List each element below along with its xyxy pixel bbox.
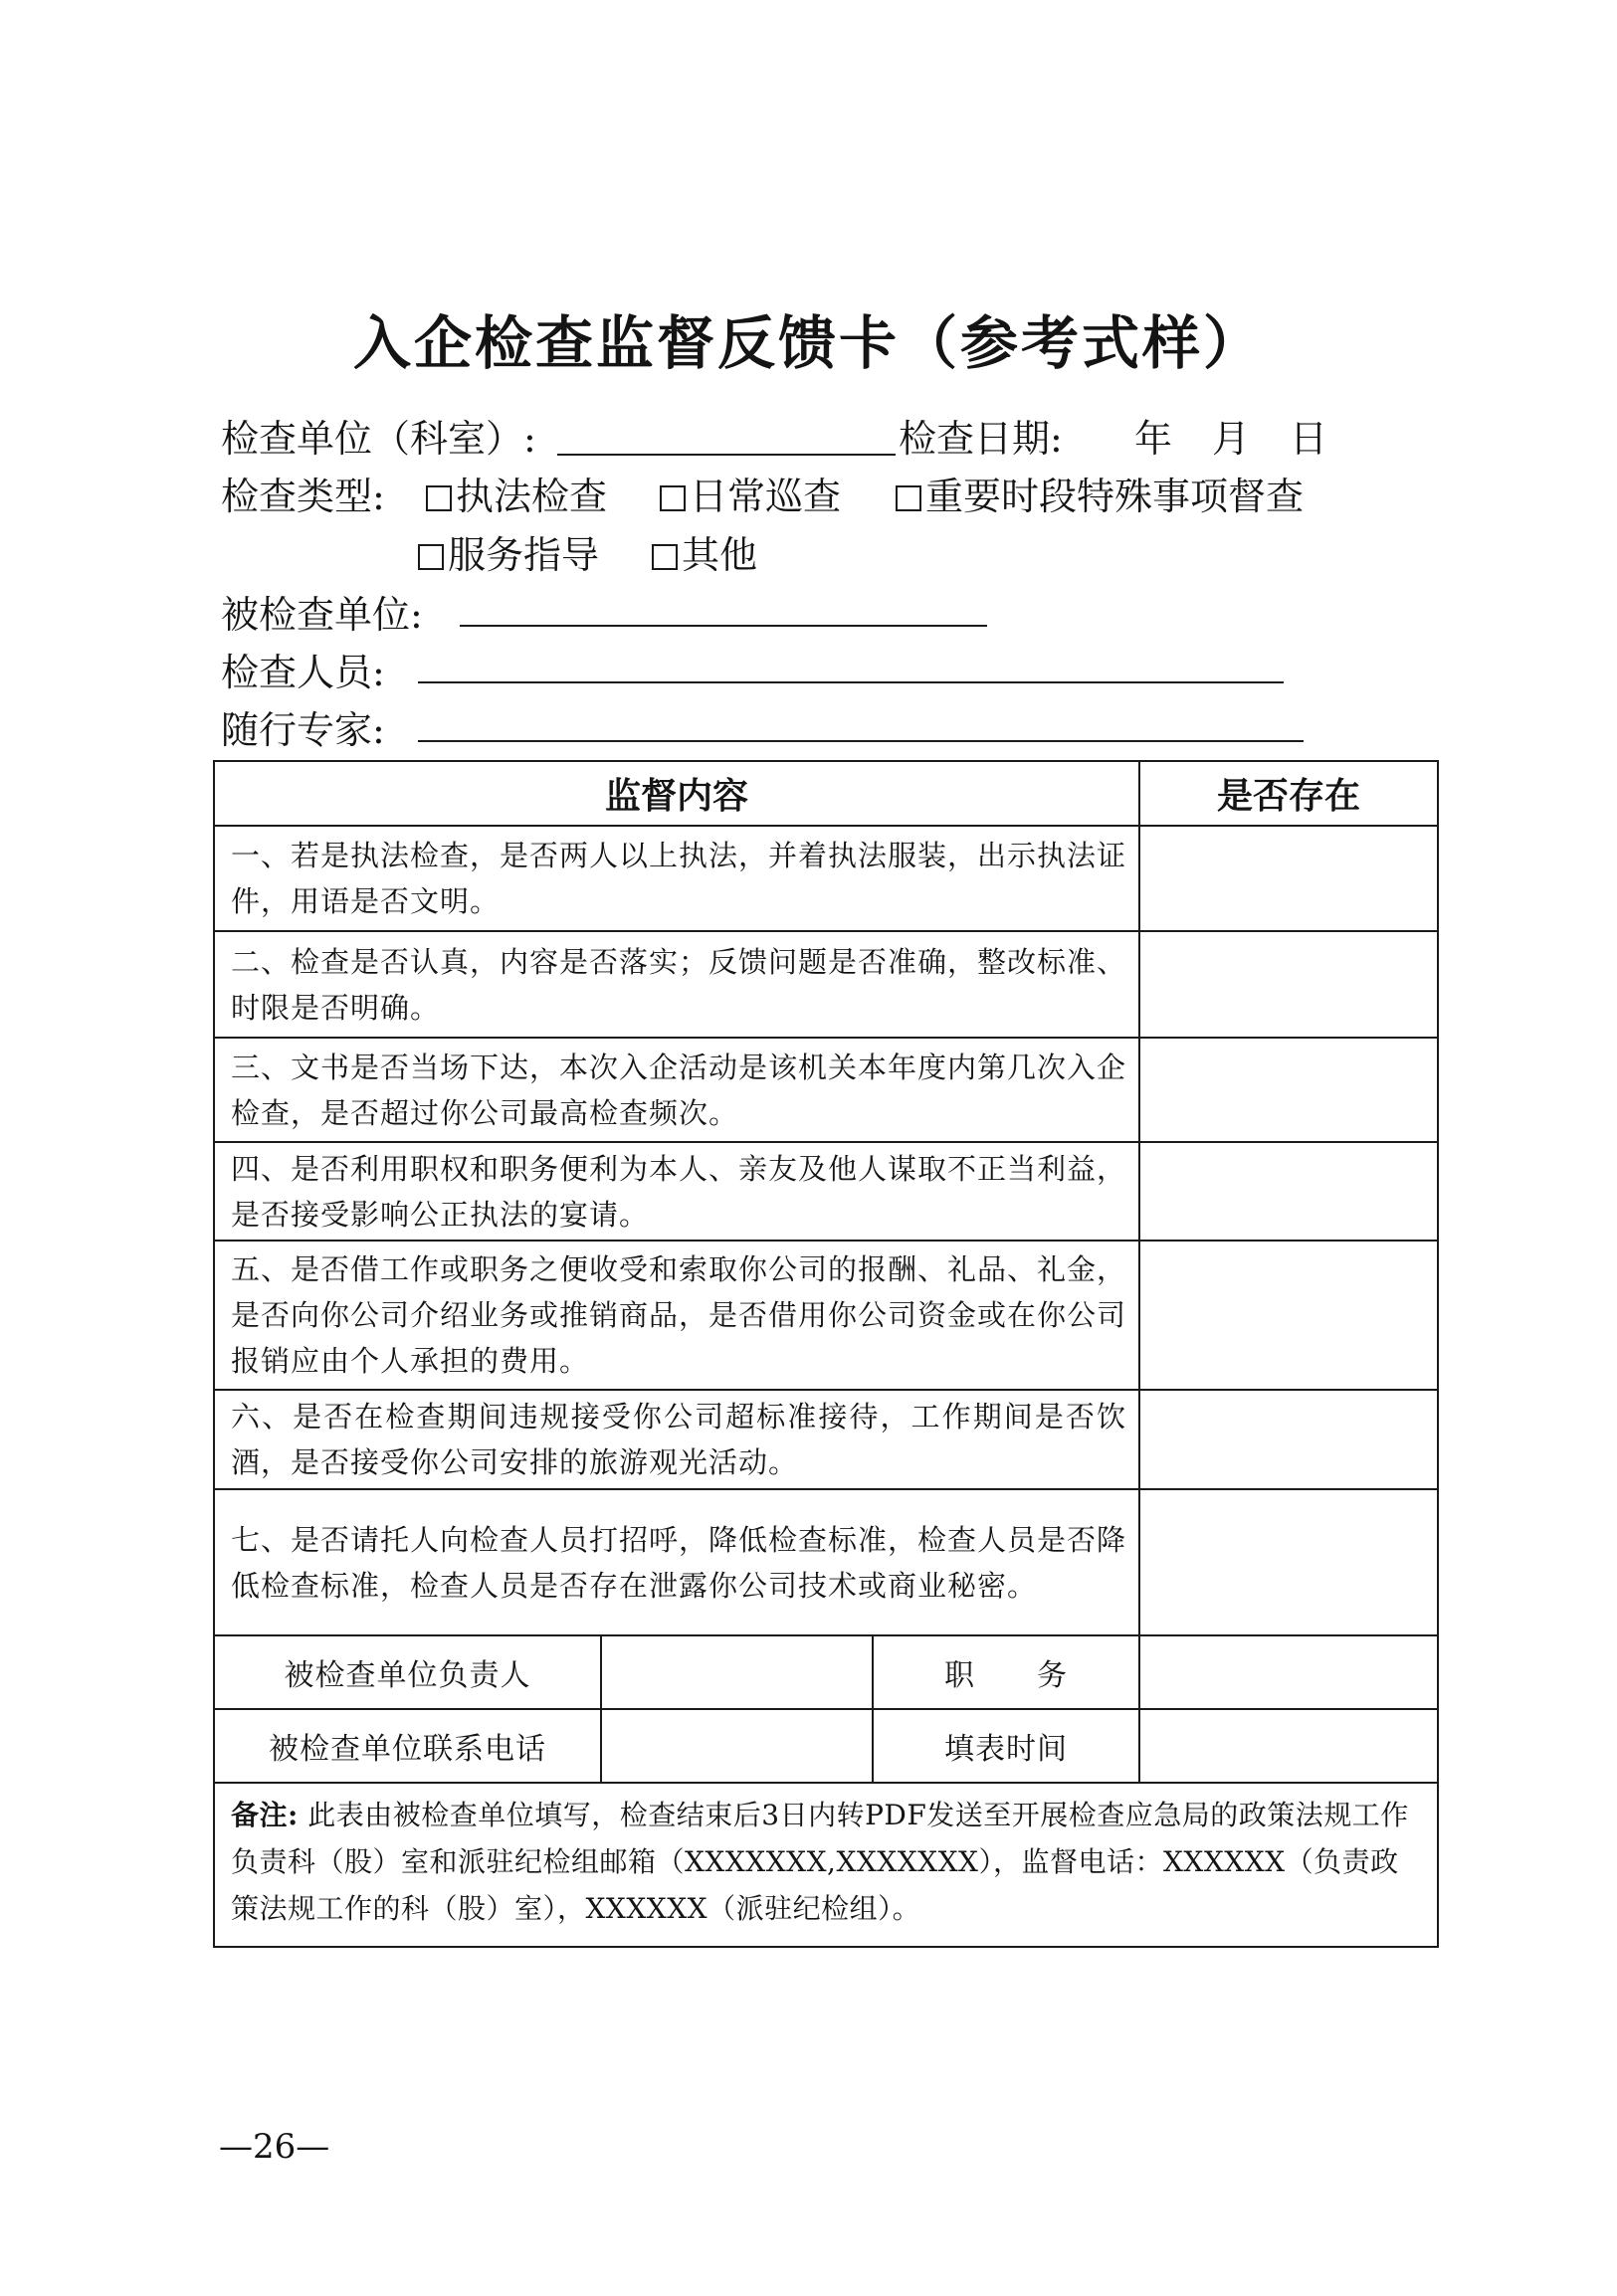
date-month-label: 月 [1212,417,1251,461]
table-row [214,1635,1438,1709]
experts-field[interactable] [418,740,1304,742]
table-row [214,1142,1438,1241]
exists-cell-1[interactable] [1139,826,1438,931]
type-option-law-enforcement[interactable]: 执法检查 [426,466,607,520]
fill-time-label: 填表时间 [873,1709,1139,1783]
type-option-daily-patrol[interactable]: 日常巡查 [660,466,841,520]
inspection-date-label: 检查日期: [899,417,1063,461]
exists-cell-6[interactable] [1139,1390,1438,1489]
supervision-item-7: 七、是否请托人向检查人员打招呼，降低检查标准，检查人员是否降低检查标准，检查人员是否存在泄露你公司技术或商业秘密。 [214,1489,1139,1635]
inspectors-field[interactable] [418,681,1284,683]
exists-cell-2[interactable] [1139,931,1438,1038]
supervision-item-4: 四、是否利用职权和职务便利为本人、亲友及他人谋取不正当利益，是否接受影响公正执法的宴请。 [214,1142,1139,1241]
checkbox-icon[interactable] [418,544,444,570]
page-number: —26— [219,2127,330,2167]
table-header-row [214,761,1438,826]
inspectors-label: 检查人员: [221,651,385,694]
table-row [214,826,1438,931]
table-note [214,1783,1438,1947]
type-option-other[interactable]: 其他 [652,524,757,579]
inspection-type-label: 检查类型: [221,475,385,518]
exists-cell-5[interactable] [1139,1241,1438,1390]
table-row [214,1241,1438,1390]
date-year-label: 年 [1134,417,1173,461]
inspected-unit-label: 被检查单位: [221,593,423,637]
table-row [214,931,1438,1038]
table-row [214,1390,1438,1489]
table-note-row [214,1783,1438,1947]
type-option-special-period[interactable]: 重要时段特殊事项督查 [896,466,1304,520]
note-text: 此表由被检查单位填写，检查结束后3日内转PDF发送至开展检查应急局的政策法规工作负责科（股）室和派驻纪检组邮箱（XXXXXXX,XXXXXXX），监督电话：XXXXXX（负责政策法规工作的科（股）室），XXXXXX（派驻纪检组）。 [231,1799,1409,1925]
position-label: 职 务 [873,1635,1139,1709]
note-label: 备注: [231,1799,299,1831]
supervision-item-6: 六、是否在检查期间违规接受你公司超标准接待，工作期间是否饮酒，是否接受你公司安排的旅游观光活动。 [214,1390,1139,1489]
inspected-unit-field[interactable] [460,625,987,627]
header-exists: 是否存在 [1139,761,1438,826]
supervision-item-3: 三、文书是否当场下达，本次入企活动是该机关本年度内第几次入企检查，是否超过你公司最高检查频次。 [214,1038,1139,1142]
table-row [214,1038,1438,1142]
document-title: 入企检查监督反馈卡（参考式样） [352,309,1264,377]
checkbox-icon[interactable] [896,485,921,511]
date-day-label: 日 [1290,417,1328,461]
table-row [214,1709,1438,1783]
exists-cell-4[interactable] [1139,1142,1438,1241]
header-supervision-content: 监督内容 [214,761,1139,826]
exists-cell-3[interactable] [1139,1038,1438,1142]
checkbox-icon[interactable] [652,544,678,570]
supervision-item-5: 五、是否借工作或职务之便收受和索取你公司的报酬、礼品、礼金，是否向你公司介绍业务或推销商品，是否借用你公司资金或在你公司报销应由个人承担的费用。 [214,1241,1139,1390]
fill-time-input[interactable] [1139,1709,1438,1783]
type-option-service-guidance[interactable]: 服务指导 [418,524,599,579]
inspection-unit-field[interactable] [557,454,896,456]
table-row [214,1489,1438,1635]
experts-label: 随行专家: [221,708,385,752]
contact-phone-label: 被检查单位联系电话 [214,1709,601,1783]
responsible-person-label: 被检查单位负责人 [214,1635,601,1709]
checkbox-icon[interactable] [426,485,452,511]
supervision-item-2: 二、检查是否认真，内容是否落实；反馈问题是否准确，整改标准、时限是否明确。 [214,931,1139,1038]
checkbox-icon[interactable] [660,485,686,511]
contact-phone-input[interactable] [601,1709,873,1783]
position-input[interactable] [1139,1635,1438,1709]
supervision-table [213,760,1439,1948]
responsible-person-input[interactable] [601,1635,873,1709]
inspection-unit-label: 检查单位（科室）: [221,417,536,461]
exists-cell-7[interactable] [1139,1489,1438,1635]
supervision-item-1: 一、若是执法检查，是否两人以上执法，并着执法服装，出示执法证件，用语是否文明。 [214,826,1139,931]
